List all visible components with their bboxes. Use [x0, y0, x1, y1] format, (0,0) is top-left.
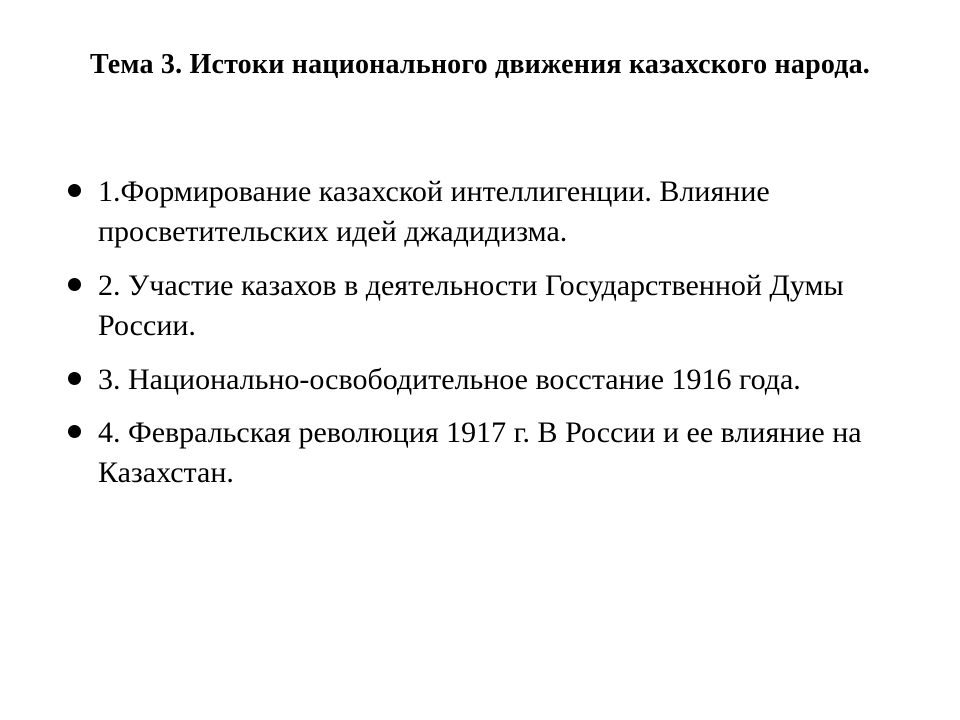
list-item-text: 1.Формирование казахской интеллигенции. Влияние просветительских идей джадидизма. — [98, 175, 770, 248]
list-item-text: 2. Участие казахов в деятельности Государственной Думы России. — [98, 268, 844, 342]
list-item — [62, 266, 922, 346]
list-item — [62, 172, 922, 252]
list-item-text: 4. Февральская революция 1917 г. В России и ее влияние на Казахстан. — [98, 416, 862, 490]
bullet-dot-icon — [68, 372, 81, 385]
bullet-dot-icon — [68, 425, 81, 438]
page-title: Тема 3. Истоки национального движения казахского народа. — [89, 49, 871, 80]
list-item — [62, 360, 922, 400]
list-item — [62, 413, 922, 493]
list-item-text: 3. Национально-освободительное восстание 1916 года. — [98, 362, 801, 396]
bullet-list — [62, 172, 922, 493]
bullet-dot-icon — [68, 278, 81, 291]
bullet-dot-icon — [68, 184, 81, 197]
